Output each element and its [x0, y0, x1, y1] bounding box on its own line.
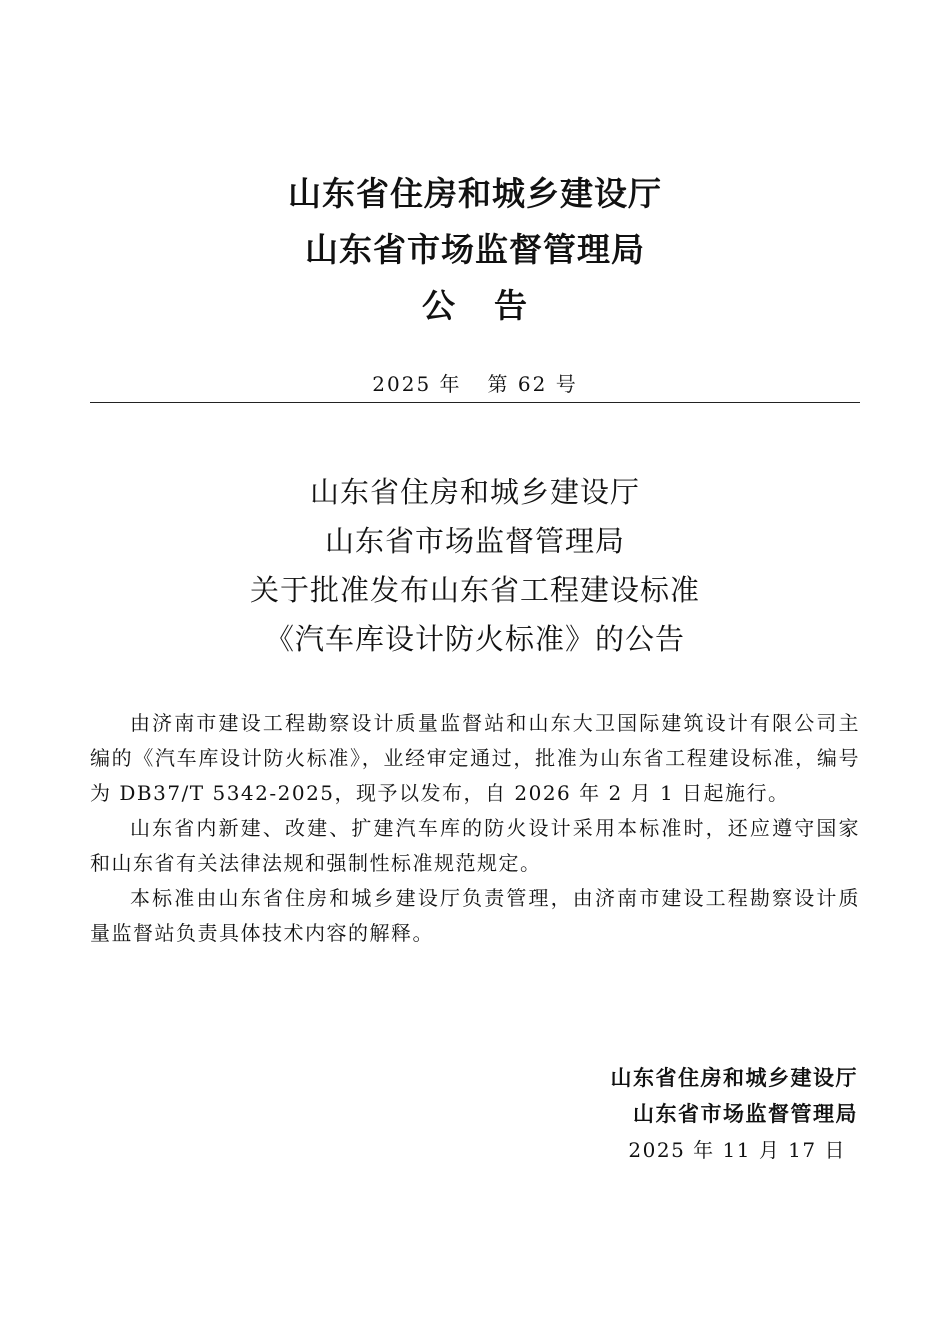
- body-paragraph-approval: 由济南市建设工程勘察设计质量监督站和山东大卫国际建筑设计有限公司主编的《汽车库设计防火标准》，业经审定通过，批准为山东省工程建设标准，编号为 DB37/T 5342-2025，现予以发布，自 2026 年 2 月 1 日起施行。: [90, 711, 860, 805]
- document-number: [0, 368, 950, 397]
- document-serial: 第 62 号: [487, 372, 578, 396]
- signature-block: [611, 1060, 859, 1168]
- title-line-3: 关于批准发布山东省工程建设标准: [249, 573, 700, 607]
- announcement-title: [0, 468, 950, 664]
- title-line-4: 《汽车库设计防火标准》的公告: [264, 622, 685, 656]
- issuer-name-market: 山东省市场监督管理局: [305, 230, 645, 269]
- header-divider: [90, 402, 860, 403]
- announcement-body: [90, 706, 860, 951]
- notice-char-2: 告: [494, 286, 528, 325]
- issuer-name-housing: 山东省住房和城乡建设厅: [288, 174, 662, 213]
- signature-org-market: 山东省市场监督管理局: [633, 1102, 858, 1126]
- signature-org-housing: 山东省住房和城乡建设厅: [610, 1066, 858, 1090]
- title-line-2: 山东省市场监督管理局: [324, 524, 625, 558]
- notice-char-1: 公: [422, 286, 456, 325]
- body-paragraph-management: 本标准由山东省住房和城乡建设厅负责管理，由济南市建设工程勘察设计质量监督站负责具体技术内容的解释。: [90, 886, 860, 945]
- signature-date: 2025 年 11 月 17 日: [628, 1138, 846, 1162]
- document-year: 2025 年: [372, 372, 462, 396]
- body-paragraph-scope: 山东省内新建、改建、扩建汽车库的防火设计采用本标准时，还应遵守国家和山东省有关法律法规和强制性标准规范规定。: [90, 816, 860, 875]
- notice-heading: [0, 278, 950, 334]
- title-line-1: 山东省住房和城乡建设厅: [309, 475, 640, 509]
- document-header: [0, 166, 950, 334]
